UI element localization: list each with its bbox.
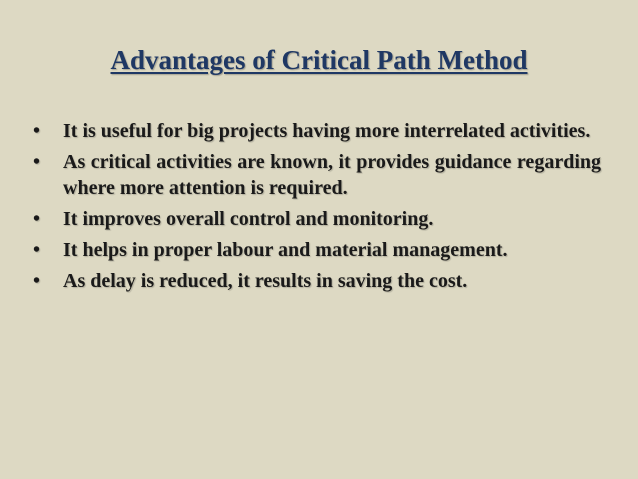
bullet-item bbox=[33, 268, 601, 294]
bullet-icon: • bbox=[33, 120, 41, 142]
bullet-text: It helps in proper labour and material management. bbox=[63, 239, 508, 261]
bullet-text: As delay is reduced, it results in saving the cost. bbox=[63, 270, 468, 292]
bullet-icon: • bbox=[33, 208, 41, 230]
slide-title: Advantages of Critical Path Method bbox=[110, 45, 528, 75]
bullet-text: It improves overall control and monitoring. bbox=[63, 208, 434, 230]
bullet-icon: • bbox=[33, 151, 41, 173]
bullet-text: As critical activities are known, it provides guidance regarding where more attention is required. bbox=[63, 151, 601, 199]
bullet-list bbox=[33, 118, 601, 299]
bullet-text: It is useful for big projects having more interrelated activities. bbox=[63, 120, 591, 142]
bullet-item bbox=[33, 118, 601, 144]
bullet-item bbox=[33, 206, 601, 232]
bullet-icon: • bbox=[33, 270, 41, 292]
bullet-icon: • bbox=[33, 239, 41, 261]
bullet-item bbox=[33, 237, 601, 263]
bullet-item bbox=[33, 149, 601, 201]
